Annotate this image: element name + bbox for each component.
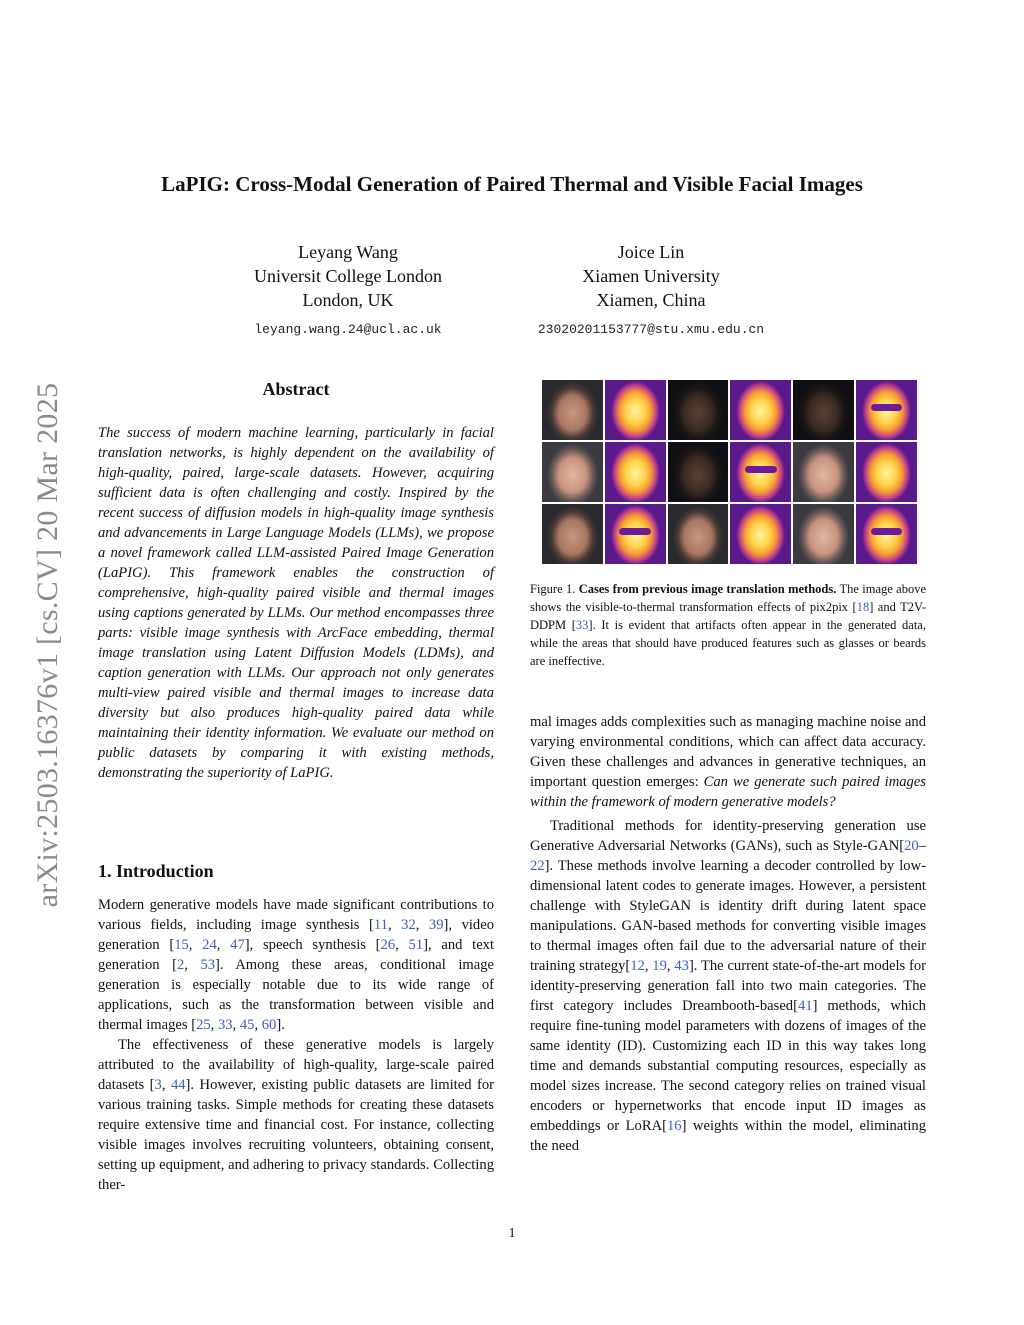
glasses-artifact — [871, 528, 903, 535]
arxiv-sidebar — [28, 345, 68, 945]
body-paragraph: Traditional methods for identity-preserving generation use Generative Adversarial Networks (GANs), such as Style-GAN[20–22]. These methods involve learning a decoder controlled by low-dimensional latent codes to generate images. However, a persistent challenge with StyleGAN is identity drift during latent space manipulations. GAN-based methods for converting visible images to thermal images often fail due to the adversarial nature of their training strategy[12, 19, 43]. The current state-of-the-art models for identity-preserving generation fall into two main categories. The first category includes Dreambooth-based[41] methods, which require fine-tuning model parameters with dozens of images of the same identity (ID). Customizing each ID in this way takes long time and demands substantial computing resources, especially as model sizes increase. The second category relies on trained visual encoders or hypernetworks that encode input ID images as embeddings or LoRA[16] weights within the model, eliminating the need — [530, 818, 927, 1154]
citation-link[interactable]: 39 — [428, 917, 444, 933]
face-thermal-image — [730, 442, 791, 502]
right-column-body — [530, 712, 926, 1156]
author-location: Xiamen, China — [596, 290, 706, 310]
citation-link[interactable]: 47 — [230, 937, 245, 953]
face-visible-image — [793, 442, 854, 502]
face-visible-image — [793, 504, 854, 564]
citation-link[interactable]: 41 — [797, 998, 813, 1014]
paper-title: LaPIG: Cross-Modal Generation of Paired Thermal and Visible Facial Images — [161, 172, 863, 196]
face-thermal-image — [856, 504, 917, 564]
caption-label: Figure 1. — [530, 582, 576, 596]
citation-link[interactable]: 3 — [154, 1077, 162, 1093]
citation-link[interactable]: 19 — [652, 958, 667, 974]
face-visible-image — [542, 442, 603, 502]
citation-link[interactable]: 15 — [174, 937, 189, 953]
figure-1-caption: Figure 1. Cases from previous image translation methods. The image above shows the visible-to-thermal transformation effects of pix2pix [18] and T2V-DDPM [33]. It is evident that artifacts often appear in the generated data, while the areas that should have produced features such as glasses or beards are ineffective. — [530, 582, 927, 668]
author-block-2 — [500, 240, 802, 342]
citation-link[interactable]: 33 — [575, 618, 589, 632]
face-visible-image — [793, 380, 854, 440]
citation-link[interactable]: 25 — [196, 1017, 211, 1033]
face-thermal-image — [856, 442, 917, 502]
citation-link[interactable]: 60 — [261, 1017, 277, 1033]
face-visible-image — [668, 442, 729, 502]
citation-link[interactable]: 44 — [170, 1077, 186, 1093]
arxiv-id: arXiv:2503.16376v1 [cs.CV] 20 Mar 2025 — [31, 382, 64, 908]
author-email[interactable]: 23020201153777@stu.xmu.edu.cn — [537, 322, 765, 337]
author-name: Leyang Wang — [298, 242, 398, 262]
citation-link[interactable]: 18 — [856, 600, 870, 614]
citation-link[interactable]: 11 — [373, 917, 388, 933]
abstract-text: The success of modern machine learning, particularly in facial translation networks, is highly dependent on the availability of high-quality, paired, large-scale datasets. However, acquiring sufficient data is often challenging and costly. Inspired by the recent success of diffusion models in high-quality image synthesis and advancements in Large Language Models (LLMs), we propose a novel framework called LLM-assisted Paired Image Generation (LaPIG). This framework enables the construction of comprehensive, high-quality paired visible and thermal images using captions generated by LLMs. Our method encompasses three parts: visible image synthesis with ArcFace embedding, thermal image translation using Latent Diffusion Models (LDMs), and caption generation with LLMs. Our approach not only generates multi-view paired visible and thermal images to increase data diversity but also produces high-quality paired data while maintaining their identity information. We evaluate our method on public datasets by comparing it with existing methods, demonstrating the superiority of LaPIG. — [98, 425, 494, 781]
face-thermal-image — [605, 504, 666, 564]
face-thermal-image — [605, 442, 666, 502]
citation-link[interactable]: 32 — [401, 917, 416, 933]
citation-link[interactable]: 16 — [667, 1118, 682, 1134]
section-heading-introduction: 1. Introduction — [98, 861, 214, 881]
citation-link[interactable]: 24 — [202, 937, 217, 953]
abstract-heading: Abstract — [262, 379, 330, 399]
citation-link[interactable]: 12 — [630, 958, 645, 974]
face-thermal-image — [730, 380, 791, 440]
intro-paragraph-1: Modern generative models have made significant contributions to various fields, including image synthesis [11, 32, 39], video generation [15, 24, 47], speech synthesis [26, 51], and text generation [2, 53]. Among these areas, conditional image generation is especially notable due to its wide range of applications, such as the transformation between visible and thermal images [25, 33, 45, 60]. — [98, 897, 495, 1033]
citation-link[interactable]: 22 — [530, 858, 545, 874]
figure-1-image-grid — [542, 380, 917, 564]
glasses-artifact — [745, 466, 777, 473]
author-name: Joice Lin — [617, 242, 685, 262]
author-block-1 — [200, 240, 496, 342]
face-visible-image — [668, 380, 729, 440]
intro-body — [98, 895, 494, 1195]
citation-link[interactable]: 43 — [674, 958, 689, 974]
author-email[interactable]: leyang.wang.24@ucl.ac.uk — [254, 322, 442, 337]
citation-link[interactable]: 45 — [239, 1017, 255, 1033]
author-location: London, UK — [302, 290, 394, 310]
face-thermal-image — [730, 504, 791, 564]
citation-link[interactable]: 20 — [904, 838, 919, 854]
face-thermal-image — [605, 380, 666, 440]
glasses-artifact — [871, 404, 903, 411]
caption-title: Cases from previous image translation methods. — [578, 582, 837, 596]
face-thermal-image — [856, 380, 917, 440]
intro-paragraph-2: The effectiveness of these generative models is largely attributed to the availability of high-quality, large-scale paired datasets [3, 44]. However, existing public datasets are limited for various training tasks. Simple methods for creating these datasets require extensive time and financial cost. For instance, collecting visible images involves recruiting volunteers, obtaining consent, setting up equipment, and adhering to privacy standards. Collecting ther- — [98, 1037, 494, 1193]
research-question: Can we generate such paired images within the framework of modern generative models? — [530, 774, 926, 810]
face-visible-image — [542, 380, 603, 440]
page-number: 1 — [508, 1226, 516, 1241]
citation-link[interactable]: 33 — [217, 1017, 233, 1033]
citation-link[interactable]: 2 — [176, 957, 185, 973]
author-affiliation: Universit College London — [254, 266, 442, 286]
body-paragraph: mal images adds complexities such as managing machine noise and varying environmental conditions, which can affect data accuracy. Given these challenges and advances in generative techniques, an important question emerges: Can we generate such paired images within the framework of modern generative models? — [530, 714, 926, 810]
face-visible-image — [542, 504, 603, 564]
citation-link[interactable]: 53 — [200, 957, 216, 973]
citation-link[interactable]: 26 — [380, 937, 396, 953]
author-affiliation: Xiamen University — [582, 266, 720, 286]
face-visible-image — [668, 504, 729, 564]
glasses-artifact — [619, 528, 651, 535]
citation-link[interactable]: 51 — [408, 937, 424, 953]
